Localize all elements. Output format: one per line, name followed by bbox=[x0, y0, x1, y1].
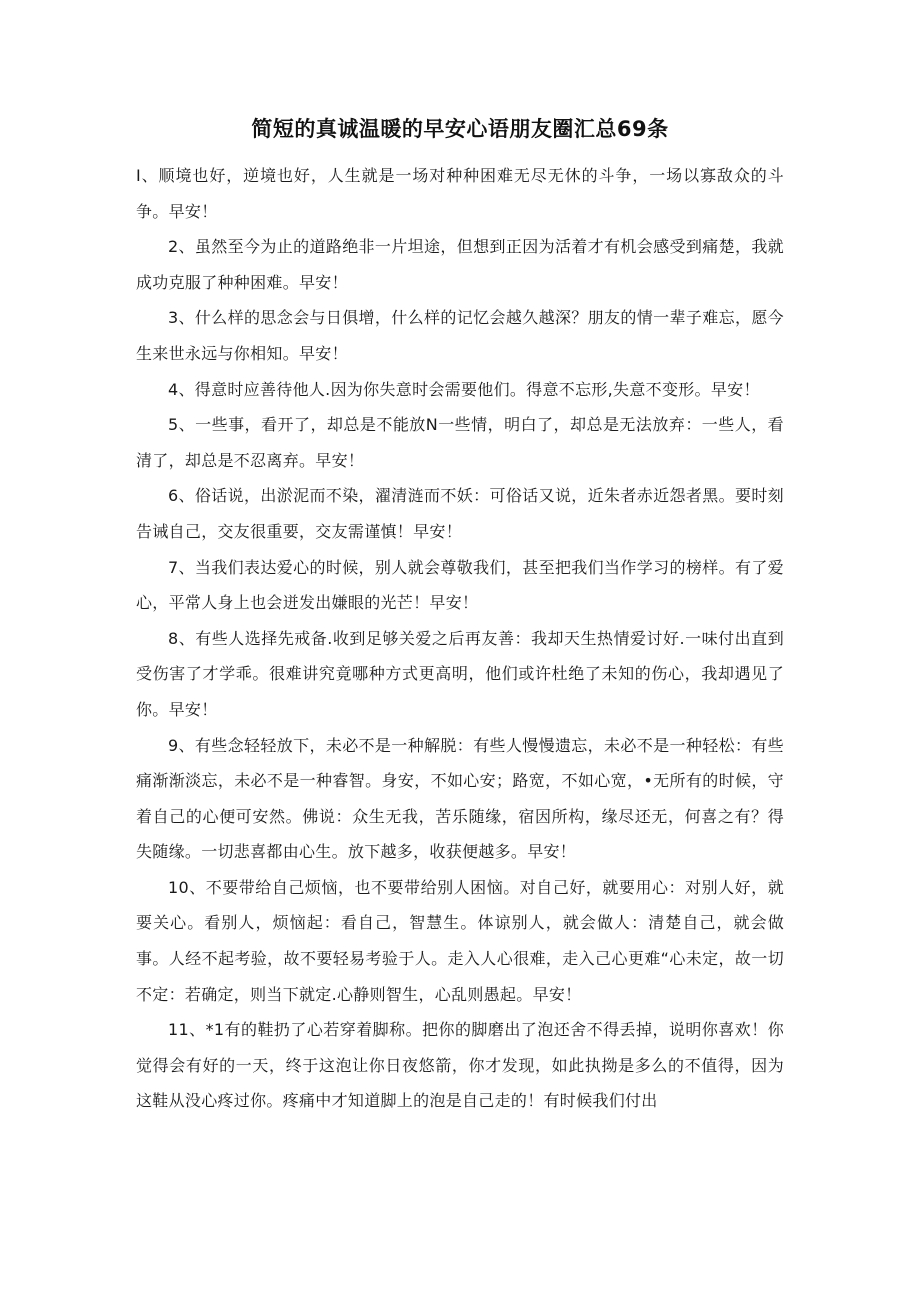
document-body bbox=[136, 158, 784, 1119]
paragraph-5: 5、一些事，看开了，却总是不能放N一些情，明白了，却总是无法放弃：一些人，看清了，却总是不忍离弃。早安！ bbox=[136, 415, 784, 470]
document-title: 简短的真诚温暖的早安心语朋友圈汇总69条 bbox=[251, 117, 669, 141]
paragraph-3: 3、什么样的思念会与日俱增，什么样的记忆会越久越深？朋友的情一辈子难忘，愿今生来世永远与你相知。早安！ bbox=[136, 308, 784, 363]
paragraph-1: I、顺境也好，逆境也好，人生就是一场对种种困难无尽无休的斗争，一场以寡敌众的斗争。早安！ bbox=[136, 166, 784, 221]
paragraph-6: 6、俗话说，出淤泥而不染，濯清涟而不妖：可俗话又说，近朱者赤近怨者黑。要时刻告诫自己，交友很重要，交友需谨慎！早安！ bbox=[136, 486, 784, 541]
paragraph-2: 2、虽然至今为止的道路绝非一片坦途，但想到正因为活着才有机会感受到痛楚，我就成功克服了种种困难。早安！ bbox=[136, 237, 784, 292]
paragraph-11: 11、*1有的鞋扔了心若穿着脚称。把你的脚磨出了泡还舍不得丢掉，说明你喜欢！你觉得会有好的一天，终于这泡让你日夜悠箭，你才发现，如此执拗是多么的不值得，因为这鞋从没心疼过你。疼痛中才知道脚上的泡是自己走的！有时候我们付出 bbox=[136, 1020, 784, 1111]
paragraph-10: 10、不要带给自己烦恼，也不要带给别人困恼。对自己好，就要用心：对别人好，就要关心。看别人，烦恼起：看自己，智慧生。体谅别人，就会做人：清楚自己，就会做事。人经不起考验，故不要轻易考验于人。走入人心很难，走入己心更难“心未定，故一切不定：若确定，则当下就定.心静则智生，心乱则愚起。早安！ bbox=[136, 877, 784, 1004]
paragraph-9: 9、有些念轻轻放下，未必不是一种解脱：有些人慢慢遗忘，未必不是一种轻松：有些痛渐渐淡忘，未必不是一种睿智。身安，不如心安；路宽，不如心宽，•无所有的时候，守着自己的心便可安然。佛说：众生无我，苦乐随缘，宿因所构，缘尽还无，何喜之有？得失随缘。一切悲喜都由心生。放下越多，收获便越多。早安！ bbox=[136, 735, 784, 862]
paragraph-7: 7、当我们表达爱心的时候，别人就会尊敬我们，甚至把我们当作学习的榜样。有了爱心，平常人身上也会迸发出嫌眼的光芒！早安！ bbox=[136, 557, 784, 613]
paragraph-8: 8、有些人选择先戒备.收到足够关爱之后再友善：我却天生热情爱讨好.一味付出直到受伤害了才学乖。很难讲究竟哪种方式更高明，他们或许杜绝了未知的伤心，我却遇见了你。早安！ bbox=[136, 628, 784, 719]
paragraph-4: 4、得意时应善待他人.因为你失意时会需要他们。得意不忘形,失意不变形。早安！ bbox=[168, 379, 760, 399]
